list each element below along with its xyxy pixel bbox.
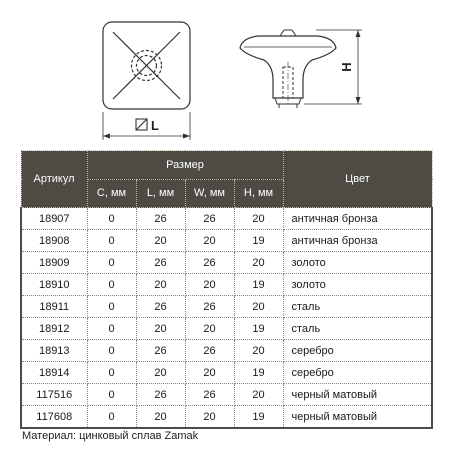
cell-h: 19 xyxy=(234,274,283,296)
table-row xyxy=(21,340,432,362)
cell-w: 26 xyxy=(185,208,234,230)
cell-l: 20 xyxy=(136,362,185,384)
cell-c: 0 xyxy=(87,340,136,362)
cell-l: 26 xyxy=(136,208,185,230)
cell-l: 20 xyxy=(136,230,185,252)
cell-article: 117608 xyxy=(21,406,87,429)
cell-color: античная бронза xyxy=(283,208,432,230)
table-row xyxy=(21,208,432,230)
cell-c: 0 xyxy=(87,208,136,230)
top-view-drawing xyxy=(103,22,190,140)
table-row xyxy=(21,252,432,274)
cell-c: 0 xyxy=(87,384,136,406)
cell-h: 20 xyxy=(234,252,283,274)
header-size-group: Размер xyxy=(87,151,283,180)
table-row xyxy=(21,230,432,252)
cell-l: 20 xyxy=(136,406,185,429)
cell-article: 18911 xyxy=(21,296,87,318)
header-h: H, мм xyxy=(234,179,283,208)
header-l: L, мм xyxy=(136,179,185,208)
cell-w: 20 xyxy=(185,230,234,252)
cell-c: 0 xyxy=(87,274,136,296)
cell-article: 18907 xyxy=(21,208,87,230)
cell-w: 20 xyxy=(185,318,234,340)
cell-h: 19 xyxy=(234,318,283,340)
cell-color: сталь xyxy=(283,318,432,340)
cell-article: 18912 xyxy=(21,318,87,340)
cell-w: 26 xyxy=(185,340,234,362)
cell-l: 20 xyxy=(136,318,185,340)
dimension-h-label: H xyxy=(339,62,354,72)
cell-h: 19 xyxy=(234,230,283,252)
cell-h: 20 xyxy=(234,384,283,406)
cell-l: 26 xyxy=(136,384,185,406)
cell-article: 18910 xyxy=(21,274,87,296)
cell-color: золото xyxy=(283,274,432,296)
cell-color: черный матовый xyxy=(283,406,432,429)
cell-article: 117516 xyxy=(21,384,87,406)
cell-color: античная бронза xyxy=(283,230,432,252)
cell-h: 19 xyxy=(234,362,283,384)
cell-color: сталь xyxy=(283,296,432,318)
cell-l: 26 xyxy=(136,296,185,318)
table-row xyxy=(21,384,432,406)
cell-h: 20 xyxy=(234,296,283,318)
cell-c: 0 xyxy=(87,406,136,429)
cell-c: 0 xyxy=(87,362,136,384)
cell-c: 0 xyxy=(87,230,136,252)
cell-l: 20 xyxy=(136,274,185,296)
cell-h: 19 xyxy=(234,406,283,429)
table-row xyxy=(21,274,432,296)
cell-l: 26 xyxy=(136,340,185,362)
cell-c: 0 xyxy=(87,296,136,318)
header-color: Цвет xyxy=(283,151,432,208)
table-header xyxy=(21,151,432,208)
cell-color: черный матовый xyxy=(283,384,432,406)
cell-w: 20 xyxy=(185,274,234,296)
dimension-l-label: L xyxy=(151,118,159,133)
table-row xyxy=(21,362,432,384)
cell-h: 20 xyxy=(234,208,283,230)
cell-color: золото xyxy=(283,252,432,274)
header-c: C, мм xyxy=(87,179,136,208)
cell-c: 0 xyxy=(87,318,136,340)
cell-w: 26 xyxy=(185,384,234,406)
cell-color: серебро xyxy=(283,362,432,384)
cell-w: 26 xyxy=(185,296,234,318)
header-article: Артикул xyxy=(21,151,87,208)
header-w: W, мм xyxy=(185,179,234,208)
specification-table xyxy=(20,150,433,429)
cell-w: 26 xyxy=(185,252,234,274)
table-body xyxy=(21,208,432,429)
cell-article: 18909 xyxy=(21,252,87,274)
table-row xyxy=(21,318,432,340)
cell-article: 18913 xyxy=(21,340,87,362)
cell-l: 26 xyxy=(136,252,185,274)
table-row xyxy=(21,296,432,318)
cell-h: 20 xyxy=(234,340,283,362)
material-note: Материал: цинковый сплав Zamak xyxy=(22,430,199,442)
cell-c: 0 xyxy=(87,252,136,274)
cell-article: 18914 xyxy=(21,362,87,384)
cell-w: 20 xyxy=(185,362,234,384)
table-row xyxy=(21,406,432,429)
technical-drawings xyxy=(0,0,450,150)
cell-color: серебро xyxy=(283,340,432,362)
cell-w: 20 xyxy=(185,406,234,429)
cell-article: 18908 xyxy=(21,230,87,252)
